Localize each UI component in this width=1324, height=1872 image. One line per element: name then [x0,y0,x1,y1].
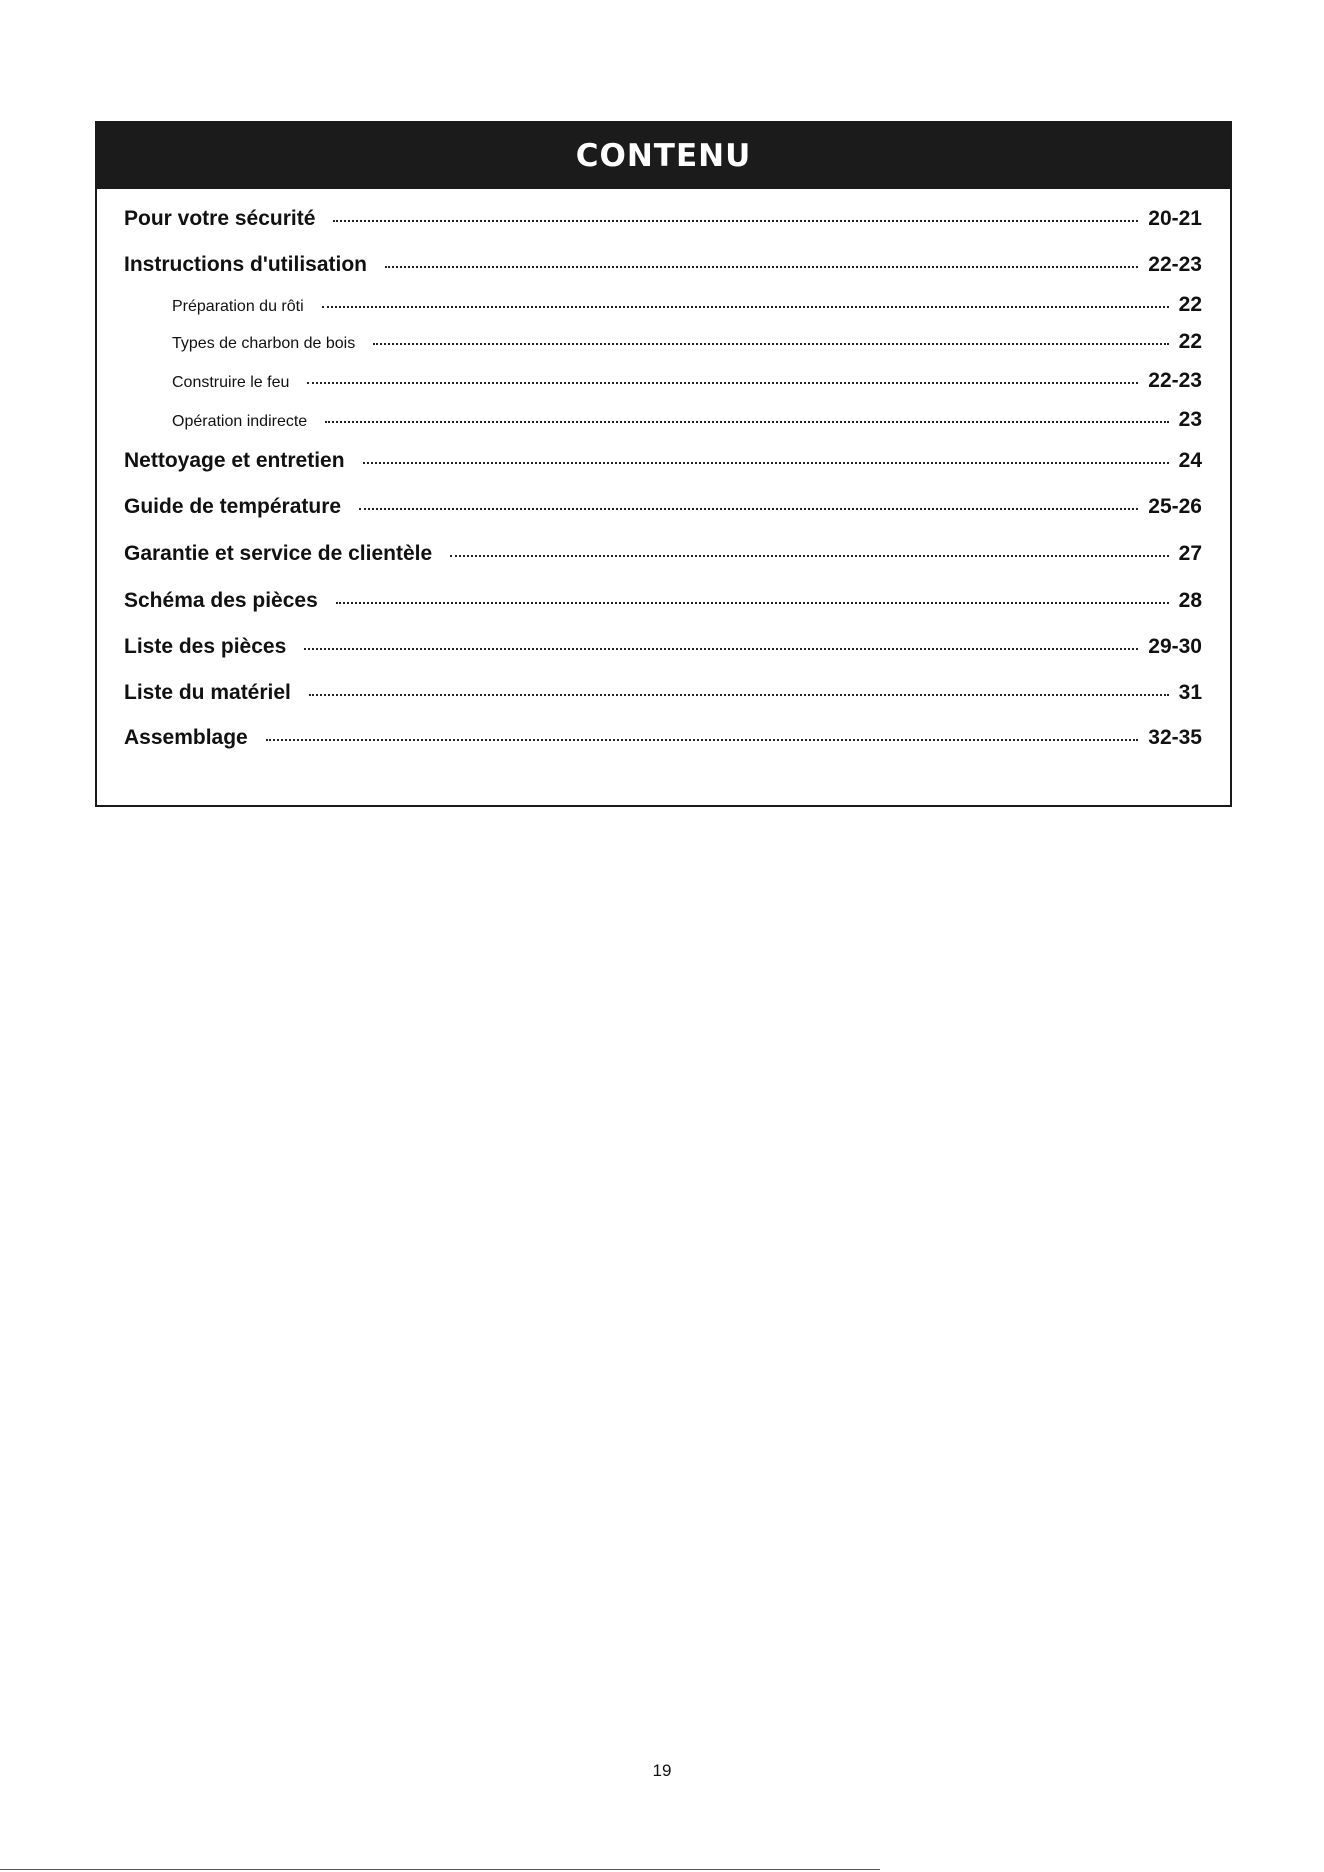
toc-entry-page: 28 [1178,589,1202,612]
toc-entry-page: 22 [1178,330,1202,353]
toc-entry-label: Types de charbon de bois [172,335,356,352]
footer-divider [0,1869,880,1870]
dot-leader [336,602,1169,604]
dot-leader [373,343,1168,345]
toc-entry-label: Guide de température [124,495,342,518]
toc-header [97,123,1230,189]
toc-entry-page: 29-30 [1148,635,1202,658]
toc-entry-liste-materiel [124,681,1202,705]
dot-leader [266,739,1139,741]
toc-subentry-charbon [172,330,1202,354]
toc-entry-page: 31 [1178,681,1202,704]
dot-leader [333,220,1138,222]
dot-leader [385,266,1138,268]
toc-entry-liste-pieces [124,635,1202,659]
table-of-contents [95,121,1232,807]
toc-entry-page: 22 [1178,293,1202,316]
dot-leader [363,462,1169,464]
toc-subentry-feu [172,369,1202,393]
toc-entry-label: Opération indirecte [172,413,308,430]
toc-subentry-preparation [172,293,1202,317]
toc-entry-assemblage [124,726,1202,750]
dot-leader [304,648,1138,650]
toc-entry-page: 27 [1178,542,1202,565]
toc-entry-garantie [124,542,1202,566]
toc-title: CONTENU [575,138,752,174]
toc-entry-temperature [124,495,1202,519]
dot-leader [359,508,1138,510]
toc-entry-page: 23 [1178,408,1202,431]
toc-entry-page: 25-26 [1148,495,1202,518]
toc-entry-page: 22-23 [1148,369,1202,392]
toc-entry-label: Préparation du rôti [172,298,304,315]
toc-entry-label: Garantie et service de clientèle [124,542,433,565]
toc-entry-label: Instructions d'utilisation [124,253,367,276]
toc-entry-page: 20-21 [1148,207,1202,230]
toc-entry-nettoyage [124,449,1202,473]
toc-entry-label: Schéma des pièces [124,589,318,612]
dot-leader [325,421,1168,423]
toc-entry-instructions [124,253,1202,277]
toc-entry-page: 32-35 [1148,726,1202,749]
toc-entry-label: Pour votre sécurité [124,207,316,230]
toc-entry-label: Liste des pièces [124,635,287,658]
toc-entry-page: 22-23 [1148,253,1202,276]
toc-entry-label: Liste du matériel [124,681,291,704]
toc-entry-label: Assemblage [124,726,248,749]
dot-leader [309,694,1169,696]
toc-entry-page: 24 [1178,449,1202,472]
dot-leader [307,382,1138,384]
toc-subentry-indirecte [172,408,1202,432]
toc-entry-schema [124,589,1202,613]
toc-entry-securite [124,207,1202,231]
dot-leader [322,306,1169,308]
toc-entry-label: Construire le feu [172,374,290,391]
toc-entry-label: Nettoyage et entretien [124,449,345,472]
page-number: 19 [652,1761,672,1780]
dot-leader [450,555,1168,557]
